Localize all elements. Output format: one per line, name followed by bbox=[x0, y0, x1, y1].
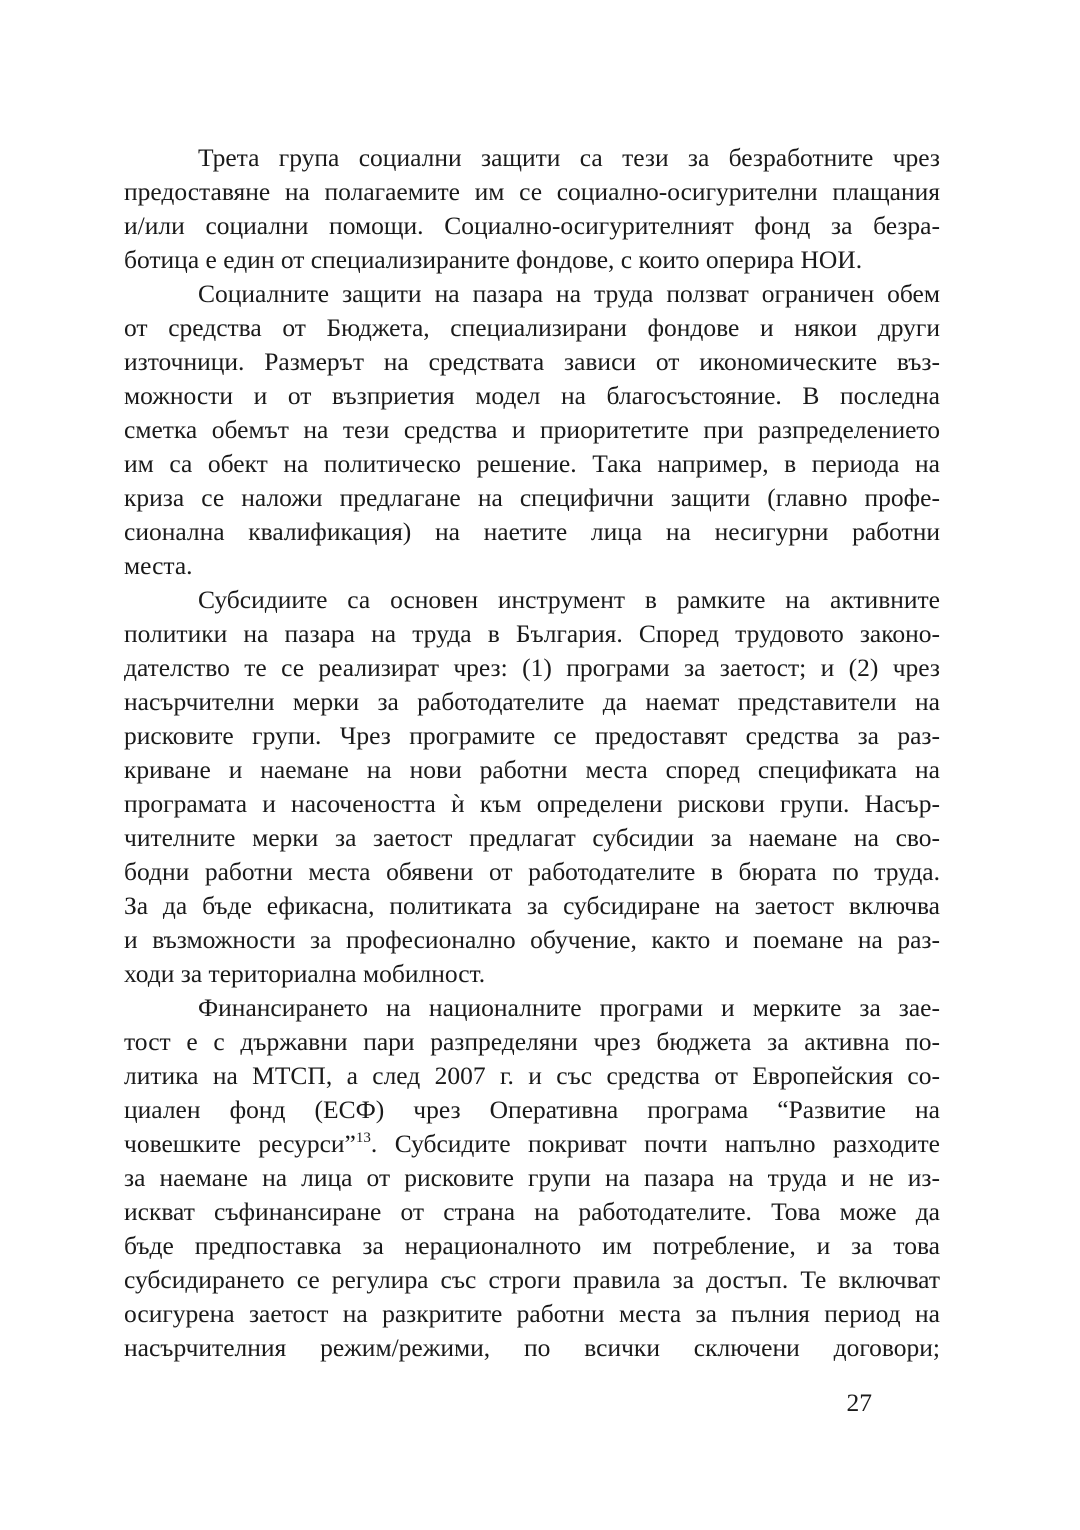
footnote-reference[interactable]: 13 bbox=[355, 1130, 371, 1146]
text-line: чителните мерки за заетост предлагат субсидии за наемане на сво- bbox=[124, 823, 940, 852]
text-line: и/или социални помощи. Социално-осигурителният фонд за безра- bbox=[124, 211, 940, 240]
footnote-line-after: . Субсидите покриват почти напълно разходите bbox=[370, 1129, 941, 1158]
text-line: места. bbox=[124, 551, 193, 580]
text-line: бодни работни места обявени от работодателите в бюрата по труда. bbox=[124, 857, 940, 886]
text-line: За да бъде ефикасна, политиката за субсидиране на заетост включва bbox=[124, 891, 940, 920]
text-line-with-footnote bbox=[124, 1127, 940, 1161]
text-line: Социалните защити на пазара на труда ползват ограничен обем bbox=[198, 279, 940, 308]
text-line: рисковите групи. Чрез програмите се предоставят средства за раз- bbox=[124, 721, 940, 750]
text-line: програмата и насочеността ѝ към определени рискови групи. Насър- bbox=[124, 789, 940, 818]
text-line: криза се наложи предлагане на специфични защити (главно профе- bbox=[124, 483, 940, 512]
text-line: ходи за териториална мобилност. bbox=[124, 959, 486, 988]
text-line: искват съфинансиране от страна на работодателите. Това може да bbox=[124, 1197, 940, 1226]
text-line: насърчителни мерки за работодателите да наемат представители на bbox=[124, 687, 940, 716]
text-line: насърчителния режим/режими, по всички сключени договори; bbox=[124, 1333, 940, 1362]
text-line: ботица е един от специализираните фондове, с които оперира НОИ. bbox=[124, 245, 863, 274]
text-line: източници. Размерът на средствата зависи от икономическите въз- bbox=[124, 347, 940, 376]
text-line: литика на МТСП, а след 2007 г. и със средства от Европейския со- bbox=[124, 1061, 940, 1090]
text-line: от средства от Бюджета, специализирани фондове и някои други bbox=[124, 313, 940, 342]
text-line: и възможности за професионално обучение, както и поемане на раз- bbox=[124, 925, 940, 954]
text-line: криване и наемане на нови работни места според спецификата на bbox=[124, 755, 940, 784]
footnote-line-before: човешките ресурси” bbox=[124, 1129, 356, 1158]
text-line: сметка обемът на тези средства и приоритетите при разпределението bbox=[124, 415, 940, 444]
page-number: 27 bbox=[846, 1388, 872, 1417]
text-line: циален фонд (ЕСФ) чрез Оперативна програма “Развитие на bbox=[124, 1095, 940, 1124]
text-line: субсидирането се регулира със строги правила за достъп. Те включват bbox=[124, 1265, 940, 1294]
text-line: им са обект на политическо решение. Така например, в периода на bbox=[124, 449, 940, 478]
text-line: Субсидиите са основен инструмент в рамките на активните bbox=[198, 585, 940, 614]
text-line: предоставяне на полагаемите им се социално-осигурителни плащания bbox=[124, 177, 940, 206]
text-line: Трета група социални защити са тези за безработните чрез bbox=[198, 143, 940, 172]
text-line: тост е с държавни пари разпределяни чрез бюджета за активна по- bbox=[124, 1027, 940, 1056]
text-line: осигурена заетост на разкритите работни места за пълния период на bbox=[124, 1299, 940, 1328]
text-line: политики на пазара на труда в България. Според трудовото законо- bbox=[124, 619, 940, 648]
text-line: Финансирането на националните програми и мерките за зае- bbox=[198, 993, 940, 1022]
body-text bbox=[124, 141, 940, 1365]
text-line: за наемане на лица от рисковите групи на пазара на труда и не из- bbox=[124, 1163, 940, 1192]
text-line: дателство те се реализират чрез: (1) програми за заетост; и (2) чрез bbox=[124, 653, 940, 682]
text-line: бъде предпоставка за нерационалното им потребление, и за това bbox=[124, 1231, 940, 1260]
text-line: сионална квалификация) на наетите лица на несигурни работни bbox=[124, 517, 940, 546]
text-line: можности и от възприетия модел на благосъстояние. В последна bbox=[124, 381, 940, 410]
